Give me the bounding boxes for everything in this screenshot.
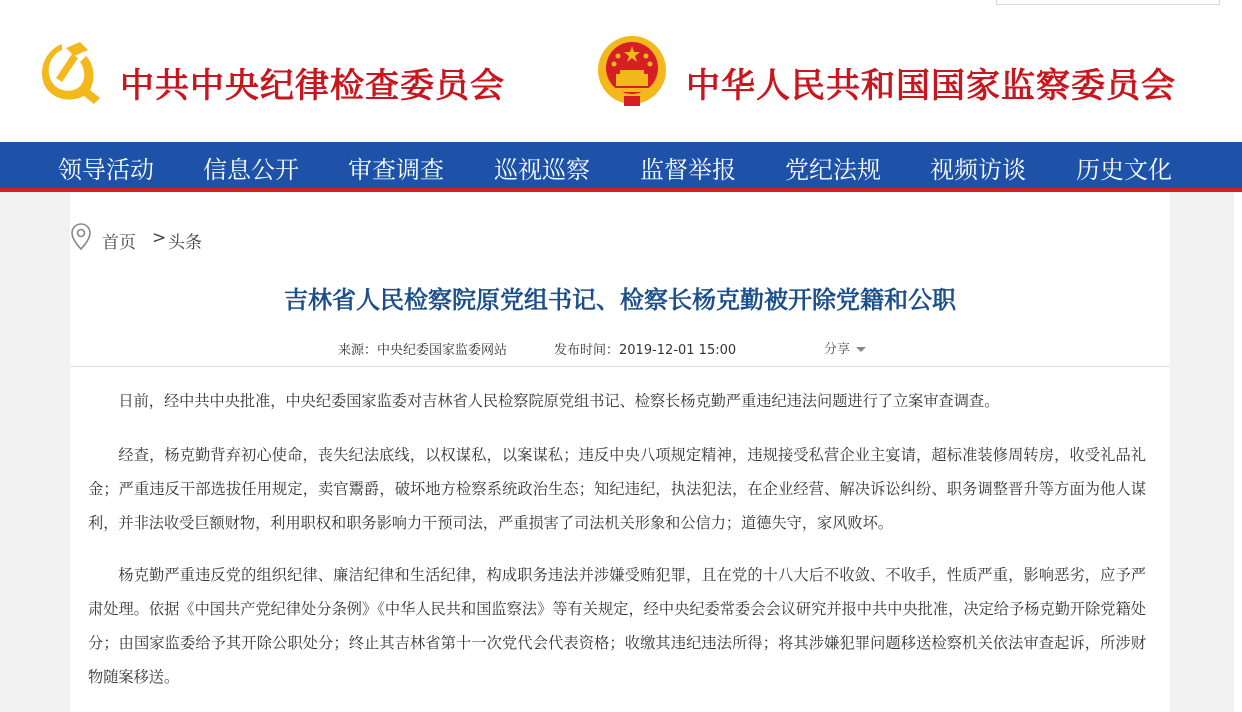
nav-item-leadership[interactable]: 领导活动 [58,156,154,184]
party-emblem-icon [34,38,104,108]
breadcrumb-current-link[interactable]: 头条 [168,233,202,253]
breadcrumb-home-link[interactable]: 首页 [102,233,136,253]
location-pin-icon [70,222,92,252]
site-header [0,0,1242,142]
ccdi-org-name[interactable]: 中共中央纪律检查委员会 [120,66,505,106]
nav-item-info-disclosure[interactable]: 信息公开 [203,156,299,184]
nav-item-inspection[interactable]: 巡视巡察 [494,156,590,184]
meta-divider [70,366,1170,367]
article-source: 来源：中央纪委国家监委网站 [338,343,508,358]
share-button[interactable] [824,338,866,357]
nav-item-investigation[interactable]: 审查调查 [348,156,444,184]
article-paragraph-1: 日前，经中共中央批准，中央纪委国家监委对吉林省人民检察院原党组书记、检察长杨克勤严重违纪违法问题进行了立案审查调查。 [118,392,1000,410]
chevron-down-icon [856,347,866,352]
nav-item-video[interactable]: 视频访谈 [930,156,1026,184]
national-emblem-icon [594,32,670,110]
nav-item-report[interactable]: 监督举报 [640,156,736,184]
nav-item-regulations[interactable]: 党纪法规 [785,156,881,184]
right-panel-edge [1234,192,1242,712]
nsc-org-name[interactable]: 中华人民共和国国家监察委员会 [686,66,1176,106]
main-nav [0,142,1242,192]
article-paragraph-3: 杨克勤严重违反党的组织纪律、廉洁纪律和生活纪律，构成职务违法并涉嫌受贿犯罪，且在党的十八大后不收敛、不收手，性质严重，影响恶劣，应予严肃处理。依据《中国共产党纪律处分条例》《中华人民共和国监察法》等有关规定，经中央纪委常委会会议研究并报中共中央批准，决定给予杨克勤开除党籍处分；由国家监委给予其开除公职处分；终止其吉林省第十一次党代会代表资格；收缴其违纪违法所得；将其涉嫌犯罪问题移送检察机关依法审查起诉，所涉财物随案移送。 [88,566,1146,686]
article-title: 吉林省人民检察院原党组书记、检察长杨克勤被开除党籍和公职 [284,286,956,314]
article-paragraph-2: 经查，杨克勤背弃初心使命，丧失纪法底线，以权谋私，以案谋私；违反中央八项规定精神，违规接受私营企业主宴请，超标准装修周转房，收受礼品礼金；严重违反干部选拔任用规定，卖官鬻爵，破坏地方检察系统政治生态；知纪违纪，执法犯法，在企业经营、解决诉讼纠纷、职务调整晋升等方面为他人谋利，并非法收受巨额财物，利用职权和职务影响力干预司法，严重损害了司法机关形象和公信力；道德失守，家风败坏。 [88,446,1146,532]
nav-item-history[interactable]: 历史文化 [1076,156,1172,184]
search-input[interactable] [996,0,1220,5]
article-container [70,192,1170,712]
article-publish-time: 发布时间：2019-12-01 15:00 [554,343,737,358]
share-label: 分享 [824,342,851,357]
breadcrumb-separator: > [152,228,167,248]
